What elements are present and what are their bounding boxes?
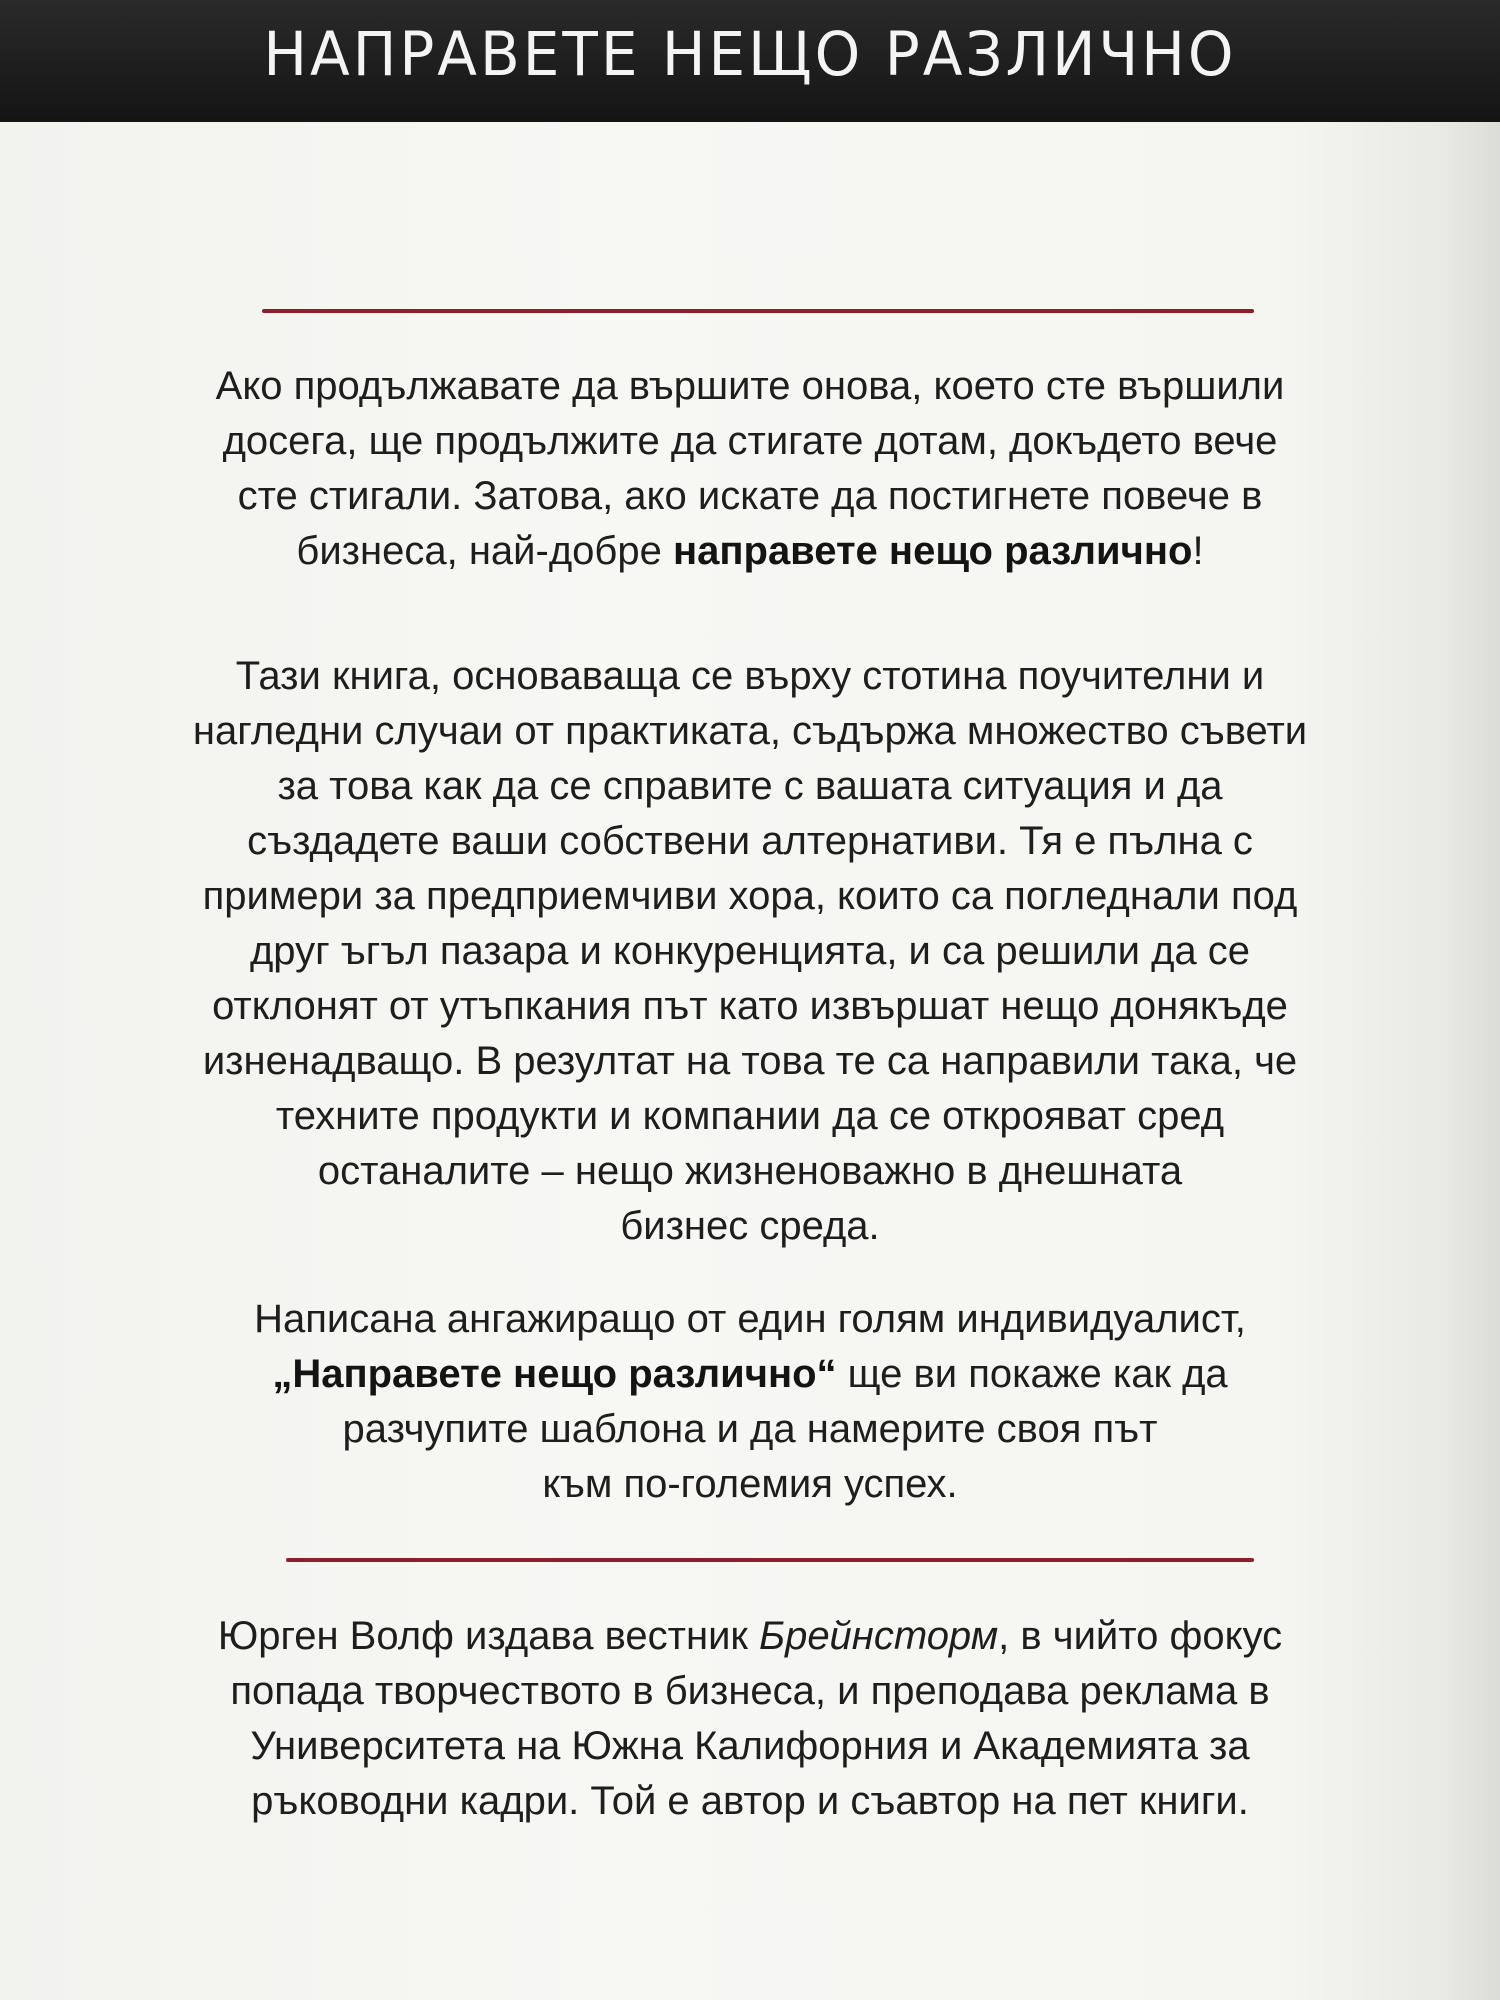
summary-line-3: разчупите шаблона и да намерите своя път [342,1407,1158,1451]
description-line: изненадващо. В резултат на това те са направили така, че [202,1039,1298,1083]
description-line: за това как да се справите с вашата ситуация и да [277,764,1223,808]
description-line: техните продукти и компании да се открояват сред [275,1094,1225,1138]
description-line: бизнес среда. [620,1204,880,1248]
bio-line-1 [100,1609,1400,1664]
newspaper-name: Брейнсторм [759,1614,999,1658]
summary-line-2 [100,1347,1400,1402]
summary-line-2-end: ще ви покаже как да [836,1352,1228,1396]
description-paragraph [100,649,1400,1254]
summary-book-title: „Направете нещо различно“ [272,1352,837,1396]
intro-line-2: досега, ще продължите да стигате дотам, докъдето вече [222,419,1278,463]
bio-line-2: попада творчеството в бизнеса, и преподава реклама в [230,1669,1270,1713]
summary-line-1: Написана ангажиращо от един голям индивидуалист, [254,1297,1246,1341]
description-line: примери за предприемчиви хора, които са погледнали под [202,874,1298,918]
description-line: останалите – нещо жизненоважно в днешната [317,1149,1183,1193]
bottom-divider [286,1558,1254,1562]
author-bio-paragraph [100,1609,1400,1829]
bio-line-4: ръководни кадри. Той е автор и съавтор на пет книги. [251,1779,1249,1823]
intro-line-1: Ако продължавате да вършите онова, което сте вършили [215,364,1285,408]
intro-line-4-end: ! [1192,529,1204,573]
intro-line-4-start: бизнеса, най-добре [296,529,673,573]
description-line: Тази книга, основаваща се върху стотина поучителни и [235,654,1265,698]
intro-emphasis: направете нещо различно [672,529,1193,573]
description-line: нагледни случаи от практиката, съдържа множество съвети [192,709,1308,753]
bio-line-1-start: Юрген Волф издава вестник [217,1614,760,1658]
intro-paragraph [100,359,1400,579]
header-band [0,0,1500,122]
intro-line-3: сте стигали. Затова, ако искате да постигнете повече в [237,474,1263,518]
description-line: друг ъгъл пазара и конкуренцията, и са решили да се [249,929,1251,973]
summary-line-4: към по-големия успех. [542,1462,958,1506]
intro-line-4 [100,524,1400,579]
bio-line-3: Университета на Южна Калифорния и Академията за [250,1724,1250,1768]
summary-paragraph [100,1292,1400,1512]
book-title: НАПРАВЕТЕ НЕЩО РАЗЛИЧНО [263,18,1237,90]
description-line: отклонят от утъпкания път като извършат нещо донякъде [212,984,1288,1028]
description-line: създадете ваши собствени алтернативи. Тя е пълна с [247,819,1253,863]
top-divider [262,309,1254,313]
bio-line-1-end: , в чийто фокус [998,1614,1283,1658]
